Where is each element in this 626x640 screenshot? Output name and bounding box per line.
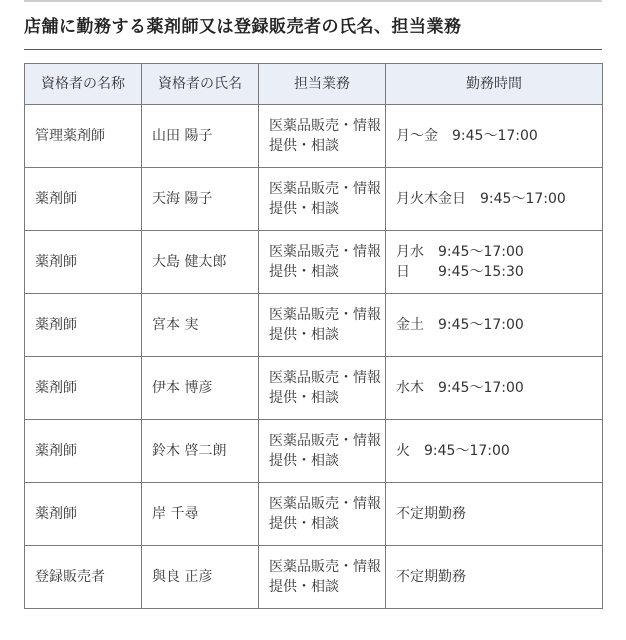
hours-line: 月～金 9:45～17:00 (396, 128, 538, 144)
duty-line: 医薬品販売・情報 (269, 181, 381, 197)
hours-line: 金土 9:45～17:00 (396, 317, 524, 333)
cell-duty (259, 420, 386, 483)
duty-line: 医薬品販売・情報 (269, 307, 381, 323)
duty-line: 医薬品販売・情報 (269, 559, 381, 575)
cell-hours (386, 420, 603, 483)
cell-name: 大島 健太郎 (142, 231, 259, 294)
hours-line: 日 9:45～15:30 (396, 264, 524, 280)
hours-line: 不定期勤務 (396, 506, 466, 522)
cell-hours (386, 105, 603, 168)
table-row (25, 546, 603, 609)
cell-hours (386, 231, 603, 294)
cell-name: 伊本 博彦 (142, 357, 259, 420)
cell-qualification: 管理薬剤師 (25, 105, 142, 168)
duty-line: 提供・相談 (269, 579, 339, 595)
table-row (25, 294, 603, 357)
duty-line: 提供・相談 (269, 138, 339, 154)
cell-duty (259, 483, 386, 546)
cell-hours (386, 168, 603, 231)
duty-line: 提供・相談 (269, 453, 339, 469)
cell-hours (386, 294, 603, 357)
table-row (25, 357, 603, 420)
hours-line: 水木 9:45～17:00 (396, 380, 524, 396)
table-row (25, 420, 603, 483)
cell-name: 宮本 実 (142, 294, 259, 357)
table-row (25, 168, 603, 231)
cell-name: 鈴木 啓二朗 (142, 420, 259, 483)
duty-line: 医薬品販売・情報 (269, 370, 381, 386)
cell-duty (259, 231, 386, 294)
cell-hours (386, 546, 603, 609)
cell-qualification: 薬剤師 (25, 357, 142, 420)
duty-line: 提供・相談 (269, 327, 339, 343)
section-title: 店舗に勤務する薬剤師又は登録販売者の氏名、担当業務 (24, 17, 462, 37)
duty-line: 提供・相談 (269, 201, 339, 217)
duty-line: 医薬品販売・情報 (269, 244, 381, 260)
cell-duty (259, 294, 386, 357)
cell-qualification: 薬剤師 (25, 420, 142, 483)
duty-line: 提供・相談 (269, 516, 339, 532)
top-divider (24, 0, 602, 2)
cell-qualification: 登録販売者 (25, 546, 142, 609)
header-qualification: 資格者の名称 (25, 64, 142, 105)
title-divider (24, 49, 602, 50)
hours-line: 不定期勤務 (396, 569, 466, 585)
cell-duty (259, 168, 386, 231)
duty-line: 医薬品販売・情報 (269, 496, 381, 512)
cell-duty (259, 546, 386, 609)
staff-table (24, 63, 603, 609)
header-name: 資格者の氏名 (142, 64, 259, 105)
duty-line: 医薬品販売・情報 (269, 433, 381, 449)
cell-hours (386, 483, 603, 546)
cell-duty (259, 105, 386, 168)
header-duty: 担当業務 (259, 64, 386, 105)
cell-name: 岸 千尋 (142, 483, 259, 546)
cell-qualification: 薬剤師 (25, 294, 142, 357)
duty-line: 提供・相談 (269, 264, 339, 280)
cell-duty (259, 357, 386, 420)
cell-name: 與良 正彦 (142, 546, 259, 609)
table-row (25, 483, 603, 546)
cell-name: 山田 陽子 (142, 105, 259, 168)
cell-qualification: 薬剤師 (25, 483, 142, 546)
table-header-row (25, 64, 603, 105)
header-hours: 勤務時間 (386, 64, 603, 105)
table-row (25, 231, 603, 294)
hours-line: 月水 9:45～17:00 (396, 244, 524, 260)
duty-line: 医薬品販売・情報 (269, 118, 381, 134)
hours-line: 月火木金日 9:45～17:00 (396, 191, 566, 207)
cell-name: 天海 陽子 (142, 168, 259, 231)
hours-line: 火 9:45～17:00 (396, 443, 510, 459)
duty-line: 提供・相談 (269, 390, 339, 406)
table-row (25, 105, 603, 168)
cell-qualification: 薬剤師 (25, 168, 142, 231)
cell-hours (386, 357, 603, 420)
cell-qualification: 薬剤師 (25, 231, 142, 294)
